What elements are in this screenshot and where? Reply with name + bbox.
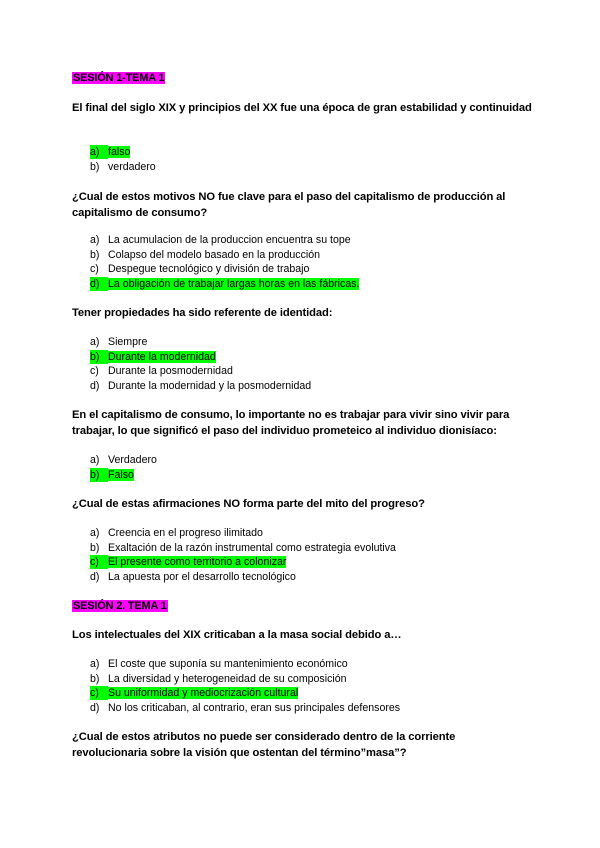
question-4-options xyxy=(90,453,157,482)
question-5-options xyxy=(90,526,396,584)
option-6b[interactable]: b) La diversidad y heterogeneidad de su composición xyxy=(90,672,347,685)
option-2b[interactable]: b) Colapso del modelo basado en la producción xyxy=(90,248,321,261)
question-2: ¿Cual de estos motivos NO fue clave para el paso del capitalismo de producción al capitalismo de consumo? xyxy=(72,191,506,219)
option-2c[interactable]: c) Despegue tecnológico y división de trabajo xyxy=(90,263,310,276)
question-3: Tener propiedades ha sido referente de identidad: xyxy=(72,307,333,319)
question-5: ¿Cual de estas afirmaciones NO forma parte del mito del progreso? xyxy=(72,498,425,510)
option-5c[interactable]: c) El presente como territorio a colonizar xyxy=(90,556,287,569)
session-1-title: SESIÓN 1-TEMA 1 xyxy=(73,72,165,84)
option-3b[interactable]: b) Durante la modernidad xyxy=(90,350,216,363)
session-1-heading xyxy=(72,72,165,85)
question-3-options xyxy=(90,335,311,393)
option-2a[interactable]: a) La acumulacion de la produccion encuentra su tope xyxy=(90,234,351,246)
question-7: ¿Cual de estos atributos no puede ser considerado dentro de la corriente revolucionaria sobre la visión que ostentan del término”masa”? xyxy=(72,731,456,759)
option-1b[interactable]: b) verdadero xyxy=(90,160,156,173)
option-6a[interactable]: a) El coste que suponía su mantenimiento económico xyxy=(90,658,348,670)
option-5a[interactable]: a) Creencia en el progreso ilimitado xyxy=(90,527,263,539)
option-4b[interactable]: b) Falso xyxy=(90,468,134,481)
question-6: Los intelectuales del XIX criticaban a la masa social debido a… xyxy=(72,629,402,641)
question-1-options xyxy=(90,145,156,174)
question-2-options xyxy=(90,233,359,291)
option-5d[interactable]: d) La apuesta por el desarrollo tecnológico xyxy=(90,570,296,583)
question-1: El final del siglo XIX y principios del XX fue una época de gran estabilidad y continuidad xyxy=(72,102,532,114)
option-4a[interactable]: a) Verdadero xyxy=(90,454,157,466)
option-2d[interactable]: d) La obligación de trabajar largas horas en las fábricas. xyxy=(90,277,360,290)
option-3d[interactable]: d) Durante la modernidad y la posmodernidad xyxy=(90,379,312,392)
option-6c[interactable]: c) Su uniformidad y mediocrización cultural xyxy=(90,687,299,700)
question-4: En el capitalismo de consumo, lo importante no es trabajar para vivir sino vivir para trabajar, lo que significó el paso del individuo prometeico al individuo dionisíaco: xyxy=(72,409,510,437)
option-3a[interactable]: a) Siempre xyxy=(90,336,148,348)
session-2-heading xyxy=(72,600,168,613)
option-5b[interactable]: b) Exaltación de la razón instrumental como estrategia evolutiva xyxy=(90,541,396,554)
session-2-title: SESIÓN 2. TEMA 1 xyxy=(73,600,167,612)
option-6d[interactable]: d) No los criticaban, al contrario, eran sus principales defensores xyxy=(90,701,401,714)
option-1a[interactable]: a) falso xyxy=(90,146,131,158)
question-6-options xyxy=(90,657,400,715)
option-3c[interactable]: c) Durante la posmodernidad xyxy=(90,365,233,378)
